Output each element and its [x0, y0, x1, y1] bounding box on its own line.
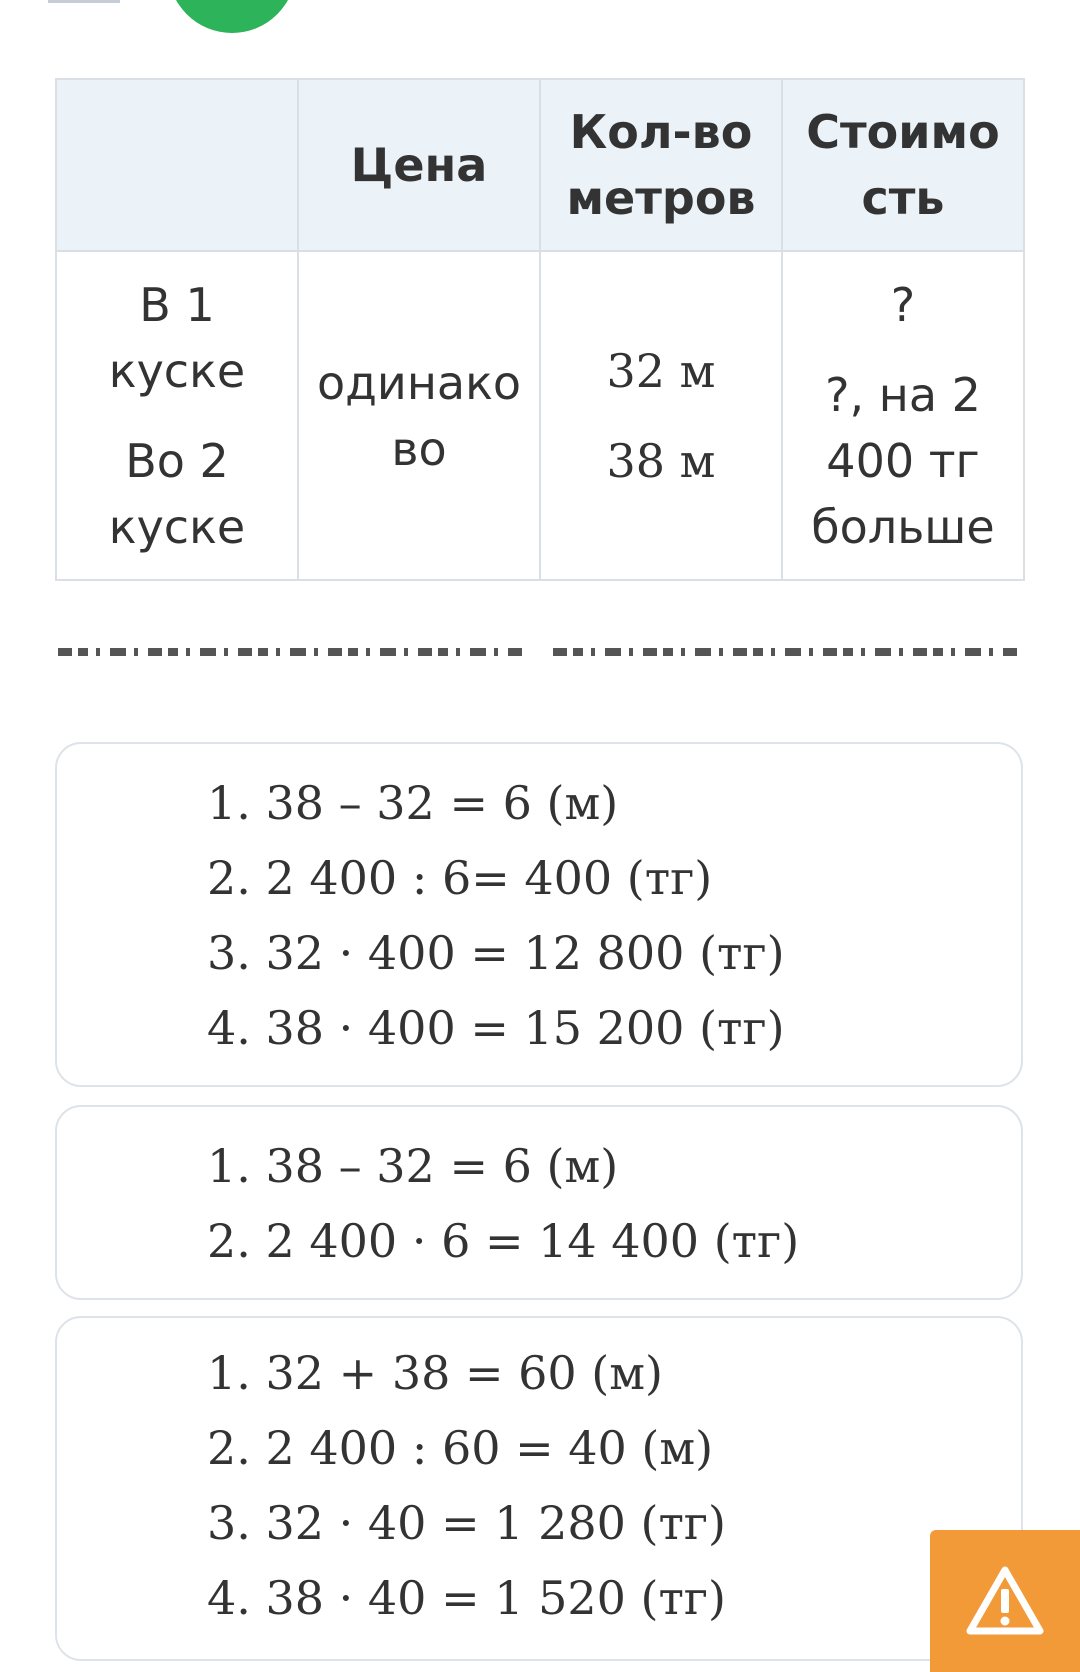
cost-piece-2c: больше — [811, 499, 995, 554]
task-table — [55, 78, 1025, 581]
row-label-piece-1b: куске — [108, 343, 246, 398]
row-label-piece-2b: куске — [108, 499, 246, 554]
quantity-cell — [540, 251, 782, 580]
answer-line: 4. 38 · 400 = 15 200 (тг) — [207, 1001, 785, 1055]
cost-cell — [782, 251, 1024, 580]
warning-triangle-icon — [965, 1565, 1045, 1637]
quantity-piece-2: 38 м — [606, 433, 716, 488]
answer-line: 1. 38 – 32 = 6 (м) — [207, 776, 619, 830]
answer-line: 2. 2 400 : 60 = 40 (м) — [207, 1421, 714, 1475]
cost-piece-2a: ?, на 2 — [825, 367, 981, 422]
cost-piece-1: ? — [890, 277, 916, 332]
answer-line: 2. 2 400 : 6= 400 (тг) — [207, 851, 713, 905]
answer-line: 3. 32 · 400 = 12 800 (тг) — [207, 926, 785, 980]
report-button[interactable] — [930, 1530, 1080, 1672]
answer-option-2[interactable] — [55, 1105, 1023, 1300]
price-cell: одинако во — [298, 251, 540, 580]
answer-option-1[interactable] — [55, 742, 1023, 1087]
dashed-divider — [58, 648, 1022, 656]
cost-piece-2b: 400 тг — [826, 433, 980, 488]
row-label-piece-1a: В 1 — [139, 277, 215, 332]
quantity-piece-1: 32 м — [606, 343, 716, 398]
answer-line: 1. 38 – 32 = 6 (м) — [207, 1139, 619, 1193]
answer-option-3[interactable] — [55, 1316, 1023, 1661]
top-toolbar-bar — [48, 0, 120, 3]
header-cost: Стоимо сть — [782, 79, 1024, 251]
header-quantity: Кол-во метров — [540, 79, 782, 251]
answer-line: 2. 2 400 · 6 = 14 400 (тг) — [207, 1214, 800, 1268]
table-row — [56, 251, 1024, 580]
header-empty — [56, 79, 298, 251]
answer-line: 3. 32 · 40 = 1 280 (тг) — [207, 1496, 726, 1550]
row-labels-cell — [56, 251, 298, 580]
answer-line: 4. 38 · 40 = 1 520 (тг) — [207, 1571, 726, 1625]
row-label-piece-2a: Во 2 — [125, 433, 229, 488]
header-price: Цена — [298, 79, 540, 251]
table-header-row — [56, 79, 1024, 251]
green-avatar-circle[interactable] — [168, 0, 296, 33]
answer-line: 1. 32 + 38 = 60 (м) — [207, 1346, 663, 1400]
